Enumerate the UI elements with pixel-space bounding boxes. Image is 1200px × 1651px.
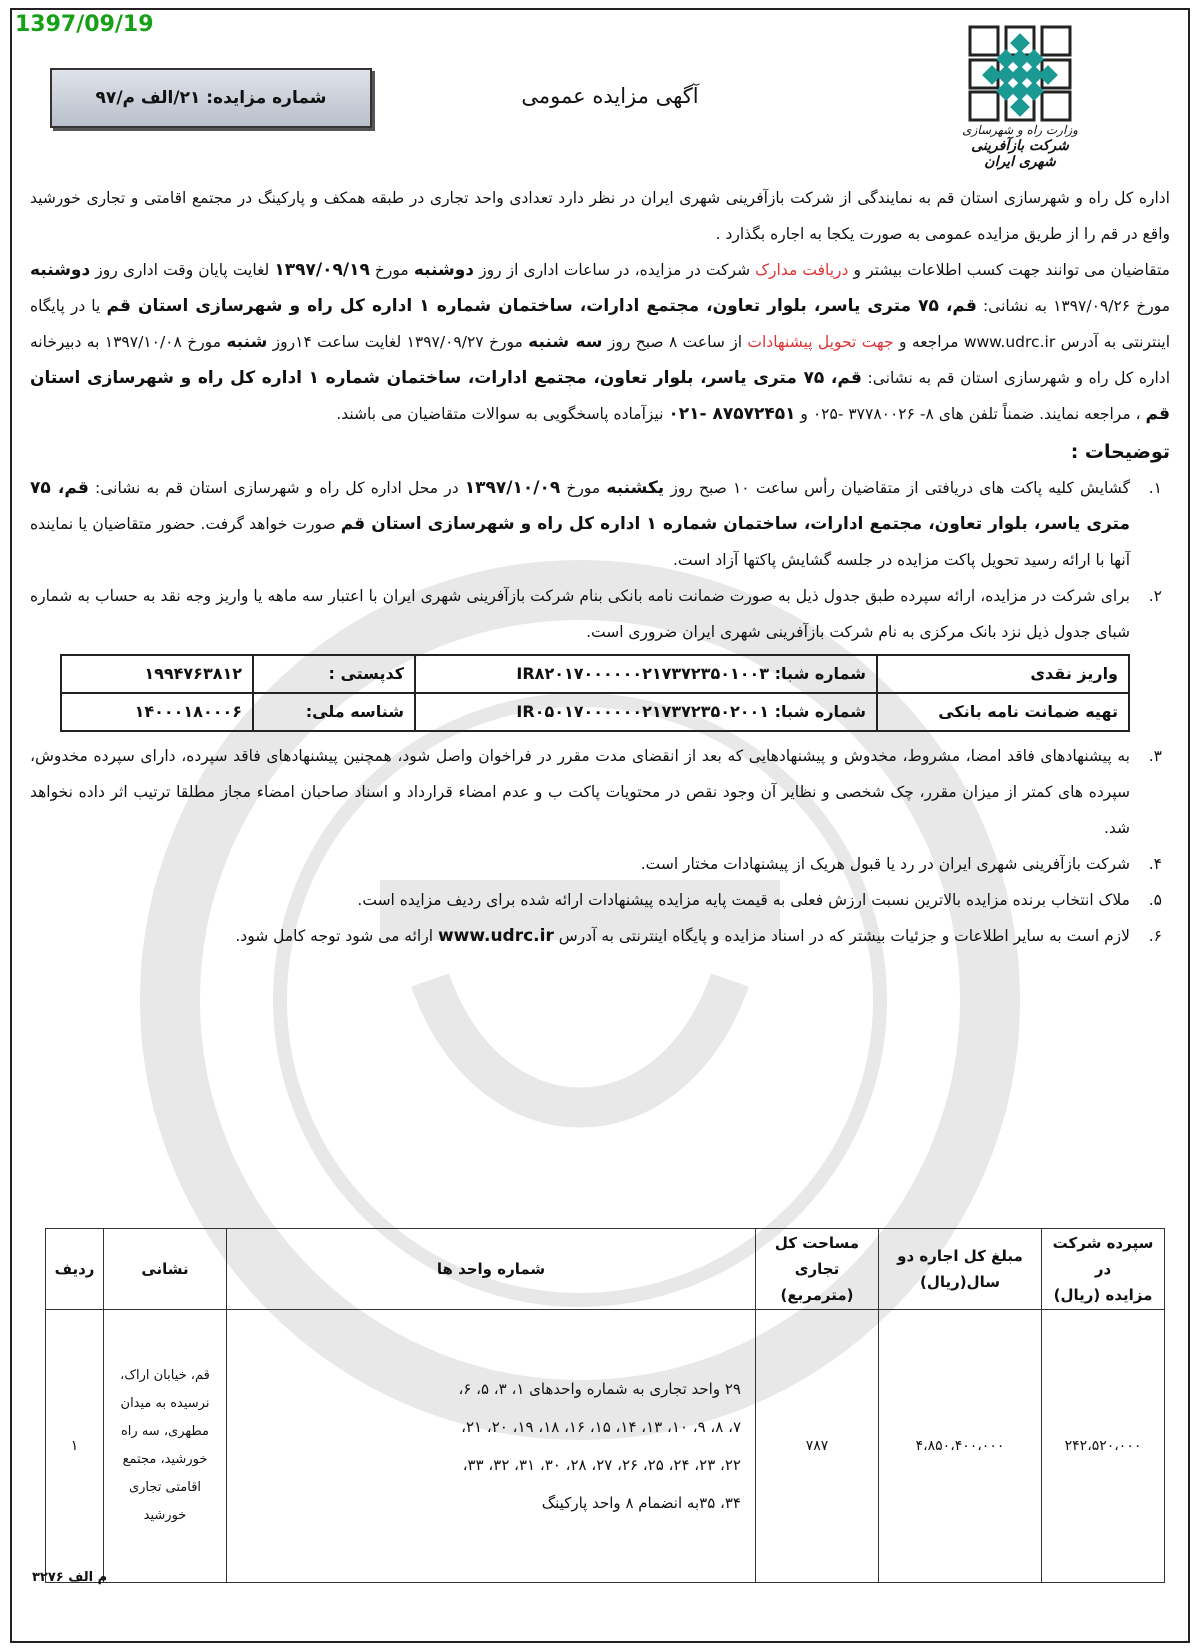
table-row (61, 693, 1129, 731)
header-address: نشانی (104, 1229, 227, 1310)
note-number: ۶. (1148, 927, 1162, 945)
header-deposit-line: مزایده (ریال) (1053, 1286, 1153, 1304)
website-url: www.udrc.ir (437, 926, 554, 946)
info-text: شرکت در مزایده، در ساعات اداری از روز (474, 261, 756, 279)
unit-line: ۷، ۸، ۹، ۱۰، ۱۳، ۱۴، ۱۵، ۱۶، ۱۸، ۱۹، ۲۰، ۲۱، (461, 1418, 741, 1436)
note-item (30, 882, 1170, 918)
id-value: ۱۹۹۴۷۶۳۸۱۲ (61, 655, 253, 693)
note-item (30, 738, 1170, 846)
opening-date: ۱۳۹۷/۱۰/۰۹ (464, 478, 561, 498)
note-text: ارائه می شود توجه کامل شود. (235, 927, 438, 945)
intro-paragraph: اداره کل راه و شهرسازی استان قم به نمایندگی از شرکت بازآفرینی شهری ایران در نظر دارد تعدادی واحد تجاری در طبقه همکف و پارکینگ در مجتمع اقامتی و تجاری خورشید واقع در قم را از طریق مزایده عمومی به صورت یکجا به اجاره بگذارد . (30, 189, 1170, 243)
id-value: ۱۴۰۰۰۱۸۰۰۰۶ (61, 693, 253, 731)
header-rent-line: سال(ریال) (919, 1273, 1001, 1291)
notes-heading: توضیحات : (1070, 441, 1170, 463)
info-text: مورخ ۱۳۹۷/۱۰/۰۸ به دبیرخانه اداره کل راه و شهرسازی استان قم به نشانی: (30, 333, 1170, 387)
header-area (756, 1229, 879, 1310)
note-text: لازم است به سایر اطلاعات و جزئیات بیشتر که در اسناد مزایده و پایگاه اینترنتی به آدرس (553, 927, 1130, 945)
info-text: یا در پایگاه اینترنتی به آدرس www.udrc.ir مراجعه و (30, 297, 1171, 351)
logo-caption-company: شرکت بازآفرینی شهری ایران (971, 138, 1069, 170)
footer-code: م الف ۳۲۷۶ (32, 1570, 108, 1585)
address-line: خورشید، مجتمع (122, 1452, 208, 1467)
info-text: از ساعت ۸ صبح روز (602, 333, 748, 351)
logo-caption-ministry: وزارت راه و شهرسازی (962, 123, 1078, 137)
info-text: مورخ (369, 261, 414, 279)
note-number: ۲. (1148, 587, 1162, 605)
sheba-number: شماره شبا: IR۰۵۰۱۷۰۰۰۰۰۰۲۱۷۳۷۲۳۵۰۲۰۰۱ (415, 693, 877, 731)
id-label: کدپستی : (253, 655, 415, 693)
info-text: نیزآماده پاسخگویی به سوالات متقاضیان می باشند. (336, 405, 669, 423)
address-line: اقامتی تجاری (128, 1480, 202, 1495)
highlight-submit-offers: جهت تحویل پیشنهادات (747, 333, 894, 351)
office-address: قم، ۷۵ متری یاسر، بلوار تعاون، مجتمع ادارات، ساختمان شماره ۱ اداره کل راه و شهرسازی استان قم (106, 296, 977, 316)
payment-type: واریز نقدی (877, 655, 1129, 693)
table-row (46, 1310, 1165, 1583)
note-text: در محل اداره کل راه و شهرسازی استان قم به نشانی: (88, 479, 465, 497)
notes-list (30, 470, 1170, 650)
day-end: دوشنبه (30, 260, 91, 280)
info-text: لغایت پایان وقت اداری روز (90, 261, 275, 279)
address-line: مطهری، سه راه (121, 1424, 209, 1439)
info-text: ، مراجعه نمایند. ضمناً تلفن های ۸- ۳۷۷۸۰۰۲۶ -۰۲۵ و (795, 405, 1146, 423)
day-start: دوشنبه (413, 260, 475, 280)
note-text: شرکت بازآفرینی شهری ایران در رد یا قبول هریک از پیشنهادات مختار است. (640, 855, 1130, 873)
opening-day: یکشنبه (606, 478, 665, 498)
note-number: ۳. (1148, 747, 1162, 765)
cell-deposit: ۲۴۲،۵۲۰،۰۰۰ (1042, 1310, 1165, 1583)
table-header-row (46, 1229, 1165, 1310)
auction-number-box (50, 68, 372, 128)
note-text: ملاک انتخاب برنده مزایده بالاترین نسبت ارزش فعلی به قیمت پایه مزایده پیشنهادات ارائه شده برای ردیف مزایده است. (357, 891, 1130, 909)
notes-list-continued (30, 738, 1170, 954)
note-number: ۵. (1148, 891, 1162, 909)
payment-type: تهیه ضمانت نامه بانکی (877, 693, 1129, 731)
note-text: برای شرکت در مزایده، ارائه سپرده طبق جدول ذیل به صورت ضمانت نامه بانکی بنام شرکت بازآفرینی شهری ایران با اعتبار سه ماهه یا واریز وجه نقد به حساب به شماره شبای جدول ذیل نزد بانک مرکزی به نام شرکت بازآفرینی شهری ایران ضروری است. (30, 587, 1130, 641)
cell-rent: ۴،۸۵۰،۴۰۰،۰۰۰ (879, 1310, 1042, 1583)
header-area-line: تجاری (مترمربع) (780, 1260, 854, 1304)
units-table (45, 1228, 1165, 1583)
date-tag: 1397/09/19 (12, 12, 157, 37)
cell-unit-numbers (227, 1310, 756, 1583)
cell-area: ۷۸۷ (756, 1310, 879, 1583)
info-text: متقاضیان می توانند جهت کسب اطلاعات بیشتر و (848, 261, 1170, 279)
note-text: به پیشنهادهای فاقد امضا، مشروط، مخدوش و پیشنهادهایی که بعد از انقضای مدت مقرر در فراخوان واصل شود، همچنین پیشنهادهای فاقد سپرده، دارای سپرده مخدوش، سپرده های کمتر از میزان مقرر، چک شخصی و نظایر آن وجود نقص در محتویات پاکت ب و عدم امضاء قرارداد و اسناد صاحبان امضاء مجاز مطلقا ترتیب اثر داده نخواهد شد. (30, 747, 1130, 837)
info-text: مورخ ۱۳۹۷/۰۹/۲۶ به نشانی: (976, 297, 1171, 315)
date-start: ۱۳۹۷/۰۹/۱۹ (274, 260, 370, 280)
payment-table (60, 654, 1130, 732)
phone-number: ۸۷۵۷۲۴۵۱ -۰۲۱ (668, 404, 796, 424)
highlight-receive-docs: دریافت مدارک (755, 261, 849, 279)
info-paragraph (30, 252, 1170, 432)
id-label: شناسه ملی: (253, 693, 415, 731)
table-row (61, 655, 1129, 693)
note-item (30, 470, 1170, 578)
header-rent (879, 1229, 1042, 1310)
unit-line: ۲۲، ۲۳، ۲۴، ۲۵، ۲۶، ۲۷، ۲۸، ۳۰، ۳۱، ۳۲، ۳۳، (462, 1456, 741, 1474)
notice-body (30, 180, 1170, 954)
header-unit-numbers: شماره واحد ها (227, 1229, 756, 1310)
sheba-number: شماره شبا: IR۸۲۰۱۷۰۰۰۰۰۰۲۱۷۳۷۲۳۵۰۱۰۰۳ (415, 655, 877, 693)
auction-number: شماره مزایده: ۲۱/الف م/۹۷ (95, 88, 327, 108)
header-row: ردیف (46, 1229, 104, 1310)
day-submit-end: شنبه (226, 332, 268, 352)
udrc-logo-icon (965, 22, 1075, 122)
note-text: مورخ (560, 479, 607, 497)
header-deposit-line: سپرده شرکت در (1052, 1234, 1154, 1278)
note-text: صورت خواهد گرفت. حضور متقاضیان یا نماینده آنها با ارائه رسید تحویل پاکت مزایده در جلسه گشایش پاکتها آزاد است. (30, 515, 1130, 569)
header-deposit (1042, 1229, 1165, 1310)
address-line: قم، خیابان اراک، (120, 1368, 210, 1383)
cell-address (104, 1310, 227, 1583)
note-text: گشایش کلیه پاکت های دریافتی از متقاضیان رأس ساعت ۱۰ صبح روز (664, 479, 1130, 497)
cell-row-number: ۱ (46, 1310, 104, 1583)
day-submit-start: سه شنبه (528, 332, 603, 352)
note-item (30, 578, 1170, 650)
address-line: نرسیده به میدان (120, 1396, 210, 1411)
header-rent-line: مبلغ کل اجاره دو (897, 1247, 1023, 1265)
note-number: ۱. (1148, 479, 1162, 497)
note-number: ۴. (1148, 855, 1162, 873)
unit-line: ۲۹ واحد تجاری به شماره واحدهای ۱، ۳، ۵، ۶، (458, 1380, 741, 1398)
note-item (30, 918, 1170, 954)
logo-caption (955, 122, 1085, 170)
note-item (30, 846, 1170, 882)
address-line: خورشید (143, 1508, 187, 1523)
secretariat-address: قم، ۷۵ متری یاسر، بلوار تعاون، مجتمع ادارات، ساختمان شماره ۱ اداره کل راه و شهرسازی استان قم (30, 368, 1170, 424)
info-text: مورخ ۱۳۹۷/۰۹/۲۷ لغایت ساعت ۱۴روز (267, 333, 529, 351)
opening-address: قم، ۷۵ متری یاسر، بلوار تعاون، مجتمع ادارات، ساختمان شماره ۱ اداره کل راه و شهرسازی استان قم (30, 478, 1131, 534)
unit-line: ۳۴، ۳۵به انضمام ۸ واحد پارکینگ (541, 1494, 741, 1512)
header-area-line: مساحت کل (774, 1234, 860, 1252)
page-title: آگهی مزایده عمومی (521, 84, 699, 108)
